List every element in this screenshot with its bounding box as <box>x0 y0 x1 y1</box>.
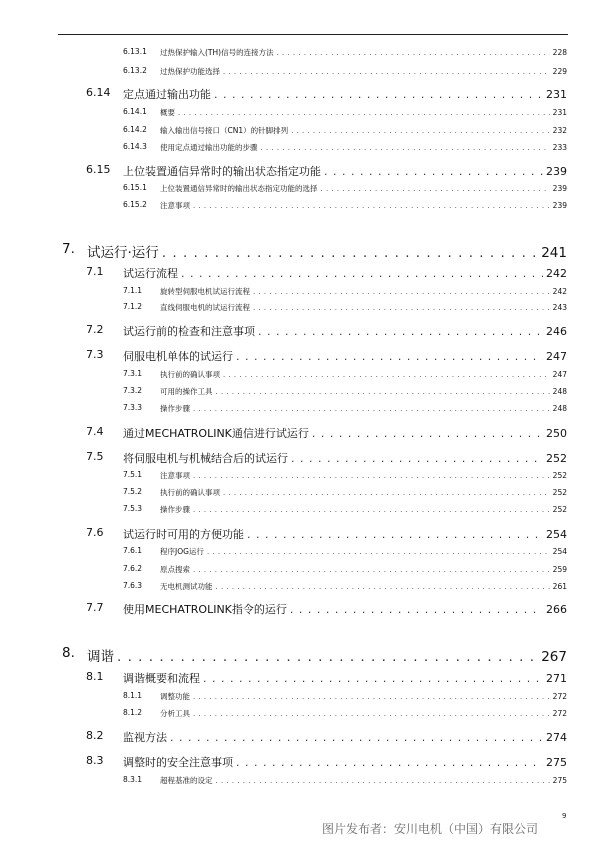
toc-entry-title: 程序JOG运行 <box>160 547 204 556</box>
toc-entry-page: 272 <box>552 692 567 701</box>
toc-entry-title: 可用的操作工具 <box>160 387 213 396</box>
dot-leader <box>253 304 550 312</box>
toc-entry-title-line <box>160 47 567 58</box>
toc-entry-title: 试运行前的检查和注意事项 <box>123 325 255 338</box>
toc-entry-page: 247 <box>546 350 567 363</box>
dot-leader <box>214 88 543 101</box>
top-rule <box>58 34 568 35</box>
toc-entry-title: 调谐概要和流程 <box>123 672 200 685</box>
toc-entry-number: 6.14.2 <box>123 125 147 134</box>
toc-entry-number: 8.1.2 <box>123 708 143 717</box>
toc-entry-page: 239 <box>552 184 567 193</box>
toc-entry-number: 7.5 <box>86 450 104 463</box>
dot-leader <box>203 672 543 685</box>
toc-entry-title-line <box>160 470 567 481</box>
toc-entry-title-line <box>160 504 567 515</box>
toc-entry-page: 272 <box>552 709 567 718</box>
toc-entry-page: 229 <box>552 67 567 76</box>
toc-entry-title-line <box>123 163 567 179</box>
dot-leader <box>247 528 543 541</box>
toc-entry-title-line <box>123 323 567 339</box>
dot-leader <box>321 185 550 193</box>
toc-entry-title: 操作步骤 <box>160 404 190 413</box>
toc-entry-page: 241 <box>541 245 567 261</box>
toc-entry-number: 6.14.3 <box>123 142 147 151</box>
dot-leader <box>193 566 550 574</box>
dot-leader <box>178 109 550 117</box>
toc-entry-number: 7.3.2 <box>123 386 143 395</box>
toc-entry-title: 注意事项 <box>160 201 190 210</box>
toc-entry-page: 239 <box>546 165 567 178</box>
toc-entry-title: 上位装置通信异常时的输出状态指定功能 <box>123 165 321 178</box>
toc-entry-page: 231 <box>546 88 567 101</box>
toc-entry-number: 6.15 <box>86 163 111 176</box>
toc-entry-title-line <box>160 386 567 397</box>
dot-leader <box>312 427 543 440</box>
toc-entry-title: 操作步骤 <box>160 505 190 514</box>
toc-entry-title-line <box>123 754 567 770</box>
toc-entry-number: 7.4 <box>86 425 104 438</box>
toc-entry-title-line <box>160 286 567 297</box>
toc-entry-title: 输入输出信号接口（CN1）的针脚排列 <box>160 126 289 135</box>
dot-leader <box>117 649 538 665</box>
toc-entry-title: 无电机测试功能 <box>160 582 213 591</box>
toc-entry-title-line <box>160 125 567 136</box>
toc-entry-title-line <box>160 775 567 786</box>
toc-entry-number: 6.15.1 <box>123 183 147 192</box>
toc-entry-page: 242 <box>552 287 567 296</box>
toc-entry-title: 使用定点通过输出功能的步骤 <box>160 143 258 152</box>
toc-entry-title: 过热保护功能选择 <box>160 67 220 76</box>
toc-entry-title-line <box>123 86 567 102</box>
dot-leader <box>277 49 550 57</box>
toc-entry-page: 261 <box>552 582 567 591</box>
toc-entry-number: 8.2 <box>86 729 104 742</box>
dot-leader <box>291 127 550 135</box>
toc-entry-title-line <box>160 403 567 414</box>
toc-entry-page: 242 <box>546 267 567 280</box>
toc-entry-page: 252 <box>552 471 567 480</box>
dot-leader <box>193 710 550 718</box>
dot-leader <box>261 144 550 152</box>
toc-entry-title-line <box>160 546 567 557</box>
toc-entry-title-line <box>123 526 567 542</box>
toc-entry-number: 7.5.2 <box>123 487 143 496</box>
toc-entry-number: 8.3 <box>86 754 104 767</box>
toc-entry-page: 250 <box>546 427 567 440</box>
toc-entry-page: 248 <box>552 387 567 396</box>
toc-entry-page: 248 <box>552 404 567 413</box>
toc-entry-page: 228 <box>552 48 567 57</box>
toc-entry-page: 252 <box>546 452 567 465</box>
toc-entry-title-line <box>160 302 567 313</box>
toc-entry-title: 原点搜索 <box>160 565 190 574</box>
toc-entry-page: 231 <box>552 108 567 117</box>
toc-entry-title-line <box>87 645 567 665</box>
toc-entry-number: 7.3.1 <box>123 369 143 378</box>
toc-entry-title: 伺服电机单体的试运行 <box>123 350 233 363</box>
toc-entry-page: 246 <box>546 325 567 338</box>
toc-entry-title-line <box>123 425 567 441</box>
dot-leader <box>223 68 550 76</box>
toc-entry-number: 7.6 <box>86 526 104 539</box>
toc-entry-title-line <box>160 369 567 380</box>
toc-entry-number: 6.13.1 <box>123 47 147 56</box>
toc-entry-number: 7.5.3 <box>123 504 143 513</box>
toc-entry-number: 7. <box>62 241 75 257</box>
toc-entry-title: 上位装置通信异常时的输出状态指定功能的选择 <box>160 184 318 193</box>
toc-entry-page: 266 <box>546 603 567 616</box>
toc-entry-number: 7.1.2 <box>123 302 143 311</box>
toc-entry-title: 调整功能 <box>160 692 190 701</box>
toc-entry-page: 275 <box>552 776 567 785</box>
page-number: 9 <box>562 812 567 820</box>
toc-entry-title-line <box>160 487 567 498</box>
toc-entry-page: 243 <box>552 303 567 312</box>
toc-entry-page: 271 <box>546 672 567 685</box>
toc-entry-title: 执行前的确认事项 <box>160 370 220 379</box>
dot-leader <box>236 756 543 769</box>
publisher-credit: 图片发布者：安川电机（中国）有限公司 <box>322 822 539 836</box>
toc-entry-number: 6.14 <box>86 86 111 99</box>
toc-entry-page: 239 <box>552 201 567 210</box>
dot-leader <box>193 202 550 210</box>
toc-entry-title-line <box>123 265 567 281</box>
toc-entry-title: 监视方法 <box>123 731 167 744</box>
toc-entry-page: 232 <box>552 126 567 135</box>
dot-leader <box>291 452 543 465</box>
toc-entry-title: 调谐 <box>87 649 114 665</box>
toc-entry-number: 8. <box>62 645 75 661</box>
toc-entry-title: 超程基准的设定 <box>160 776 213 785</box>
toc-entry-page: 274 <box>546 731 567 744</box>
toc-entry-title: 试运行流程 <box>123 267 178 280</box>
dot-leader <box>216 583 550 591</box>
toc-entry-number: 7.5.1 <box>123 470 143 479</box>
toc-entry-page: 267 <box>541 649 567 665</box>
toc-entry-title-line <box>160 183 567 194</box>
dot-leader <box>193 693 550 701</box>
toc-entry-number: 6.14.1 <box>123 107 147 116</box>
toc-entry-title-line <box>123 348 567 364</box>
toc-entry-title: 通过MECHATROLINK通信进行试运行 <box>123 427 309 440</box>
toc-entry-page: 254 <box>546 528 567 541</box>
toc-entry-number: 8.1 <box>86 670 104 683</box>
toc-entry-title-line <box>160 708 567 719</box>
toc-entry-number: 7.6.2 <box>123 564 143 573</box>
toc-entry-title: 过热保护输入(TH)信号的连接方法 <box>160 48 274 57</box>
toc-entry-title-line <box>87 241 567 261</box>
dot-leader <box>216 777 550 785</box>
dot-leader <box>290 603 543 616</box>
toc-entry-number: 8.3.1 <box>123 775 143 784</box>
dot-leader <box>207 548 550 556</box>
dot-leader <box>193 472 550 480</box>
toc-entry-title-line <box>160 142 567 153</box>
toc-entry-number: 7.6.1 <box>123 546 143 555</box>
toc-entry-number: 6.13.2 <box>123 66 147 75</box>
toc-entry-number: 7.3 <box>86 348 104 361</box>
toc-entry-page: 252 <box>552 505 567 514</box>
toc-entry-title: 试运行·运行 <box>87 245 159 261</box>
dot-leader <box>216 388 550 396</box>
toc-entry-number: 7.2 <box>86 323 104 336</box>
dot-leader <box>253 288 550 296</box>
dot-leader <box>236 350 543 363</box>
toc-entry-title: 注意事项 <box>160 471 190 480</box>
toc-entry-title-line <box>123 670 567 686</box>
toc-entry-title: 旋转型伺服电机试运行流程 <box>160 287 250 296</box>
toc-entry-title-line <box>160 691 567 702</box>
toc-entry-page: 233 <box>552 143 567 152</box>
toc-entry-title: 分析工具 <box>160 709 190 718</box>
toc-entry-title: 调整时的安全注意事项 <box>123 756 233 769</box>
toc-entry-title: 使用MECHATROLINK指令的运行 <box>123 603 287 616</box>
toc-entry-title: 概要 <box>160 108 175 117</box>
toc-entry-title-line <box>123 601 567 617</box>
toc-entry-title-line <box>160 66 567 77</box>
dot-leader <box>193 506 550 514</box>
toc-entry-page: 275 <box>546 756 567 769</box>
dot-leader <box>181 267 543 280</box>
toc-entry-title-line <box>160 107 567 118</box>
toc-entry-number: 7.3.3 <box>123 403 143 412</box>
dot-leader <box>324 165 543 178</box>
toc-entry-page: 252 <box>552 488 567 497</box>
dot-leader <box>258 325 543 338</box>
toc-entry-title: 将伺服电机与机械结合后的试运行 <box>123 452 288 465</box>
toc-entry-page: 254 <box>552 547 567 556</box>
dot-leader <box>170 731 543 744</box>
toc-entry-title-line <box>123 450 567 466</box>
toc-entry-title-line <box>160 581 567 592</box>
toc-entry-title-line <box>160 200 567 211</box>
dot-leader <box>193 405 550 413</box>
dot-leader <box>162 245 538 261</box>
toc-entry-page: 247 <box>552 370 567 379</box>
dot-leader <box>223 489 550 497</box>
toc-entry-number: 7.7 <box>86 601 104 614</box>
toc-entry-number: 6.15.2 <box>123 200 147 209</box>
toc-entry-number: 8.1.1 <box>123 691 143 700</box>
toc-entry-title: 试运行时可用的方便功能 <box>123 528 244 541</box>
toc-entry-number: 7.6.3 <box>123 581 143 590</box>
toc-entry-title-line <box>160 564 567 575</box>
dot-leader <box>223 371 550 379</box>
toc-entry-number: 7.1 <box>86 265 104 278</box>
toc-entry-number: 7.1.1 <box>123 286 143 295</box>
toc-entry-title: 定点通过输出功能 <box>123 88 211 101</box>
toc-entry-page: 259 <box>552 565 567 574</box>
toc-entry-title: 直线伺服电机的试运行流程 <box>160 303 250 312</box>
toc-entry-title: 执行前的确认事项 <box>160 488 220 497</box>
toc-entry-title-line <box>123 729 567 745</box>
